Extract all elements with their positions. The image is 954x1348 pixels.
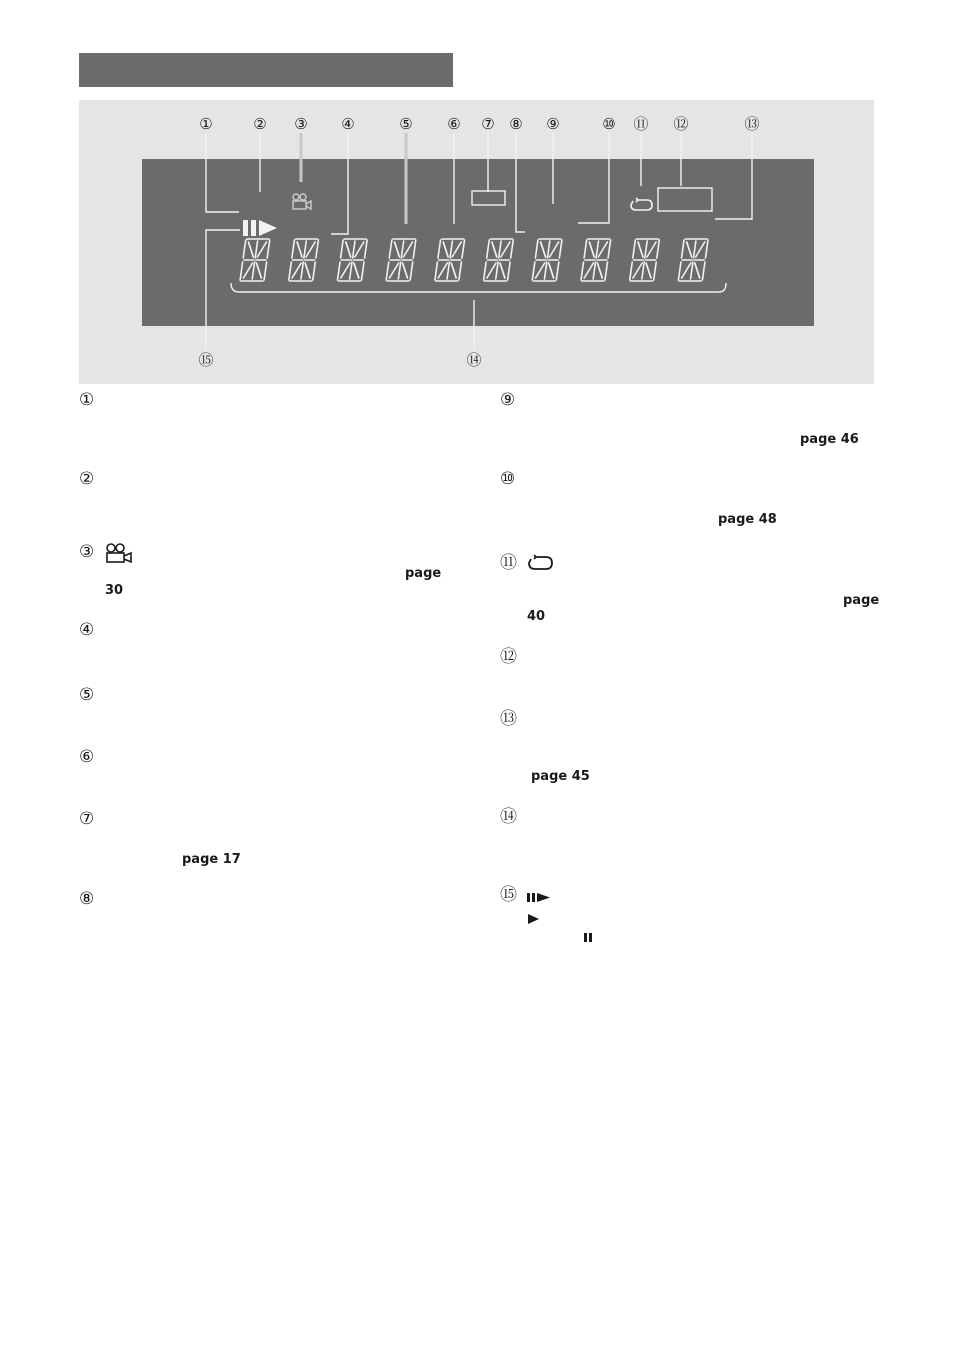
callout-6: ⑥ — [447, 115, 461, 133]
legend-number: ④ — [79, 620, 95, 640]
section-title-bar — [79, 53, 453, 87]
page-reference[interactable]: page 17 — [182, 852, 241, 867]
repeat-icon — [526, 554, 554, 572]
play-icon — [527, 913, 541, 925]
legend-number: ② — [79, 469, 95, 489]
legend-number: ⑧ — [79, 889, 95, 909]
camera-angle-icon — [105, 543, 133, 563]
callout-8: ⑧ — [509, 115, 523, 133]
display-diagram-panel — [79, 100, 874, 384]
callout-11: ⑪ — [633, 115, 649, 133]
legend-number: ⑥ — [79, 747, 95, 767]
legend-number: ③ — [79, 542, 95, 562]
page-reference[interactable]: page 48 — [718, 512, 777, 527]
legend-number: ⑮ — [500, 885, 517, 905]
legend-number: ⑩ — [500, 469, 516, 489]
callout-14: ⑭ — [466, 351, 482, 369]
callout-5: ⑤ — [399, 115, 413, 133]
callout-13: ⑬ — [744, 115, 760, 133]
callout-12: ⑫ — [673, 115, 689, 133]
page-reference[interactable]: page 46 — [800, 432, 859, 447]
page-reference[interactable]: 40 — [527, 609, 546, 624]
legend-number: ⑫ — [500, 647, 517, 667]
page-reference[interactable]: page — [405, 566, 442, 581]
callout-10: ⑩ — [602, 115, 616, 133]
callout-1: ① — [199, 115, 213, 133]
callout-4: ④ — [341, 115, 355, 133]
display-diagram — [79, 100, 874, 384]
legend-number: ⑭ — [500, 807, 517, 827]
page-reference[interactable]: page — [843, 593, 880, 608]
play-pause-icon — [526, 891, 552, 905]
callout-15: ⑮ — [198, 351, 214, 369]
legend-number: ① — [79, 390, 95, 410]
display-window — [142, 159, 814, 326]
legend-number: ⑨ — [500, 390, 516, 410]
page-reference[interactable]: 30 — [105, 583, 124, 598]
page-reference[interactable]: page 45 — [531, 769, 590, 784]
legend-number: ⑬ — [500, 709, 517, 729]
legend-number: ⑤ — [79, 685, 95, 705]
pause-icon — [583, 932, 593, 944]
legend-number: ⑪ — [500, 553, 517, 573]
callout-9: ⑨ — [546, 115, 560, 133]
callout-7: ⑦ — [481, 115, 495, 133]
legend-number: ⑦ — [79, 809, 95, 829]
callout-3: ③ — [294, 115, 308, 133]
callout-2: ② — [253, 115, 267, 133]
